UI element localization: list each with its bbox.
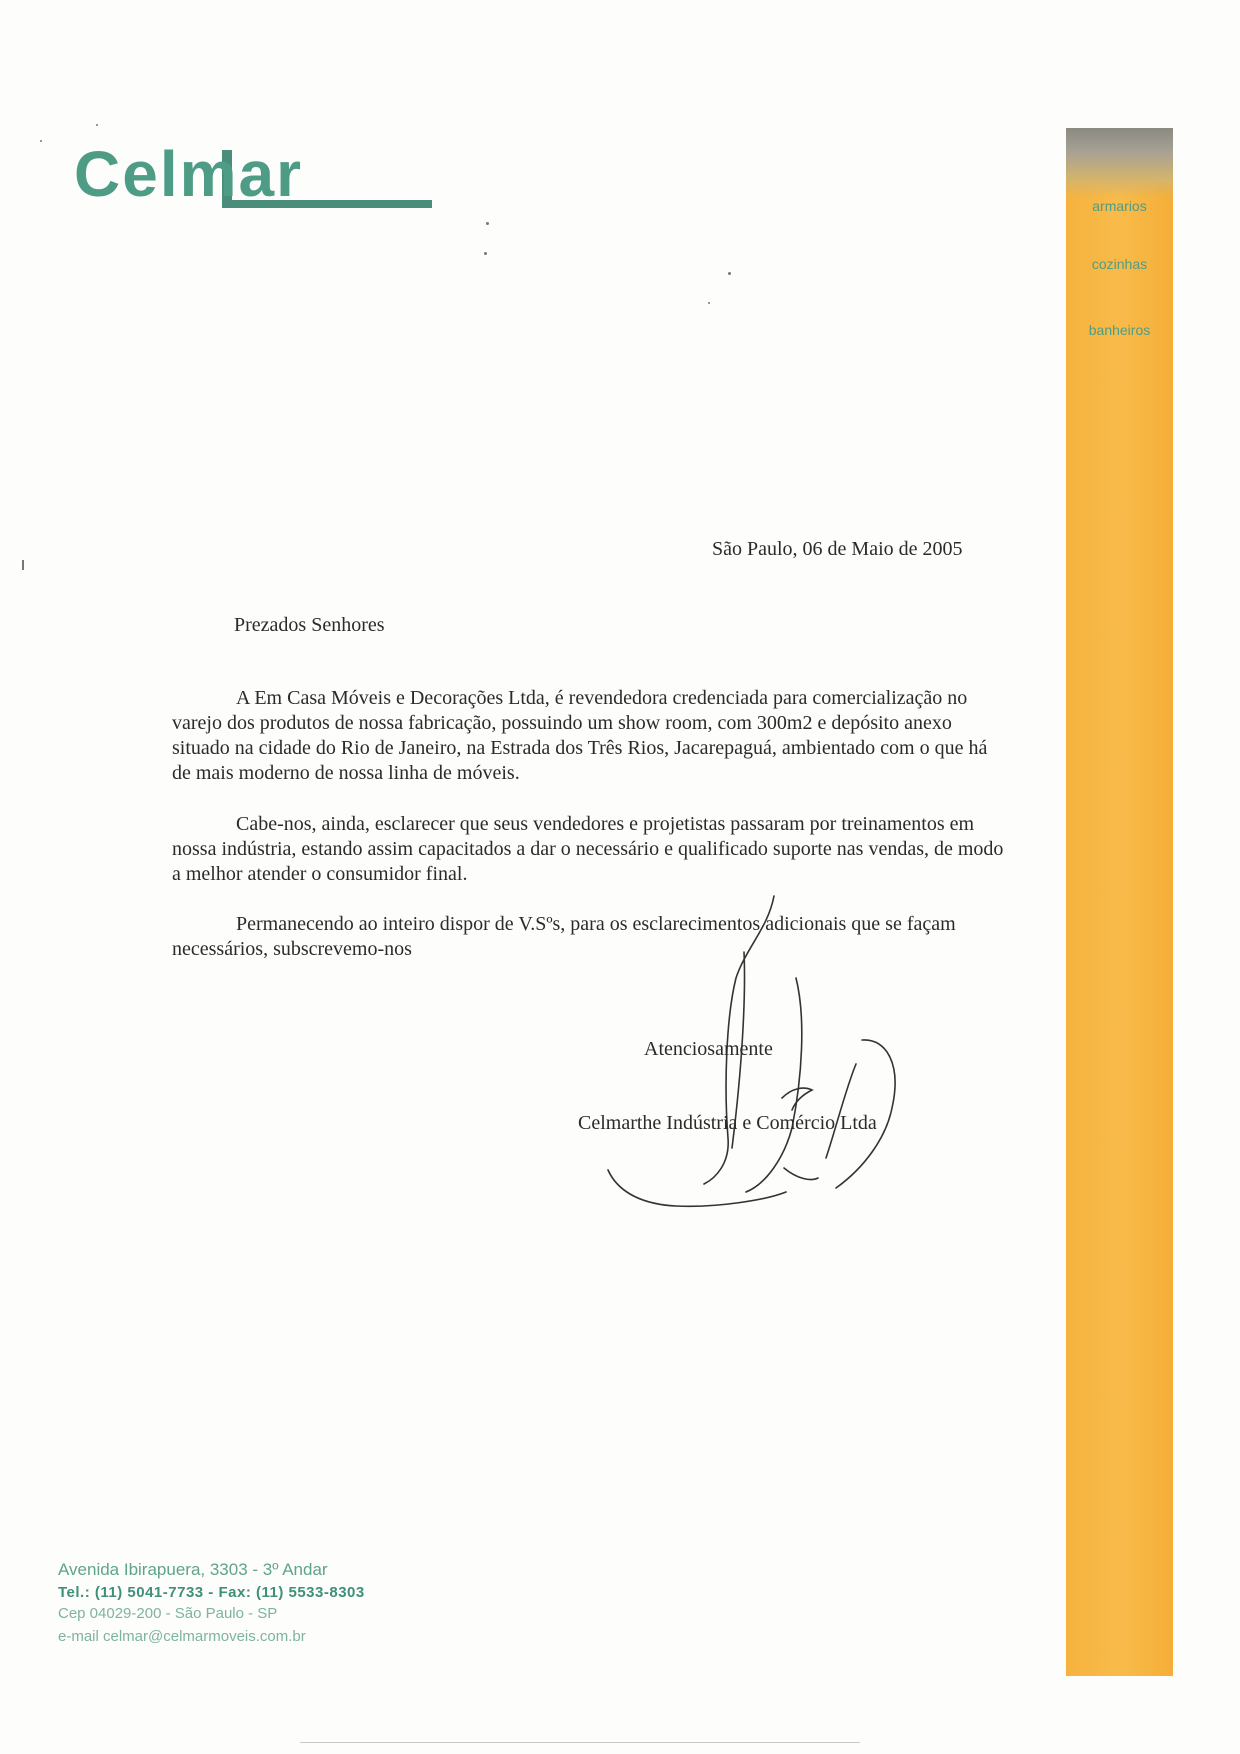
footer-address: Avenida Ibirapuera, 3303 - 3º Andar	[58, 1560, 328, 1579]
scan-speck	[22, 560, 24, 570]
body-paragraph	[172, 686, 1010, 786]
celmar-logo	[74, 138, 440, 214]
scan-speck	[40, 140, 42, 142]
footer-contact	[58, 1560, 365, 1645]
sidebar-texture	[1066, 128, 1173, 198]
letter-date: São Paulo, 06 de Maio de 2005	[712, 538, 963, 560]
scan-speck	[728, 272, 731, 275]
celmar-logo-mark	[74, 138, 440, 214]
scan-speck	[708, 302, 710, 304]
paragraph-text: A Em Casa Móveis e Decorações Ltda, é revendedora credenciada para comercialização no varejo dos produtos de nossa fabricação, possuindo um show room, com 300m2 e depósito anexo situado na cidade do Rio de Janeiro, na Estrada dos Três Rios, Jacarepaguá, ambientado com o que há de mais moderno de nossa linha de móveis.	[172, 687, 988, 784]
footer-cep: Cep 04029-200 - São Paulo - SP	[58, 1605, 278, 1622]
salutation: Prezados Senhores	[234, 614, 385, 636]
signatory-company: Celmarthe Indústria e Comércio Ltda	[578, 1112, 877, 1134]
sidebar-item-armarios: armarios	[1092, 198, 1147, 214]
bottom-rule	[300, 1742, 860, 1743]
product-sidebar	[1066, 128, 1173, 1676]
scan-speck	[96, 124, 98, 126]
logo-text: Celmar	[74, 138, 303, 210]
sidebar-item-cozinhas: cozinhas	[1091, 256, 1148, 272]
scan-speck	[484, 252, 487, 255]
sidebar-item-banheiros: banheiros	[1088, 322, 1151, 338]
paragraph-text: Cabe-nos, ainda, esclarecer que seus vendedores e projetistas passaram por treinamentos em nossa indústria, estando assim capacitados a dar o necessário e qualificado suporte nas vendas, de modo a melhor atender o consumidor final.	[172, 813, 1004, 885]
footer-email: e-mail celmar@celmarmoveis.com.br	[58, 1628, 306, 1645]
body-paragraph	[172, 812, 1010, 887]
closing: Atenciosamente	[644, 1038, 773, 1060]
footer-phone: Tel.: (11) 5041-7733 - Fax: (11) 5533-8303	[58, 1584, 365, 1601]
paragraph-text: Permanecendo ao inteiro dispor de V.Sºs, para os esclarecimentos adicionais que se façam necessários, subscrevemo-nos	[172, 913, 956, 960]
scan-speck	[486, 222, 489, 225]
